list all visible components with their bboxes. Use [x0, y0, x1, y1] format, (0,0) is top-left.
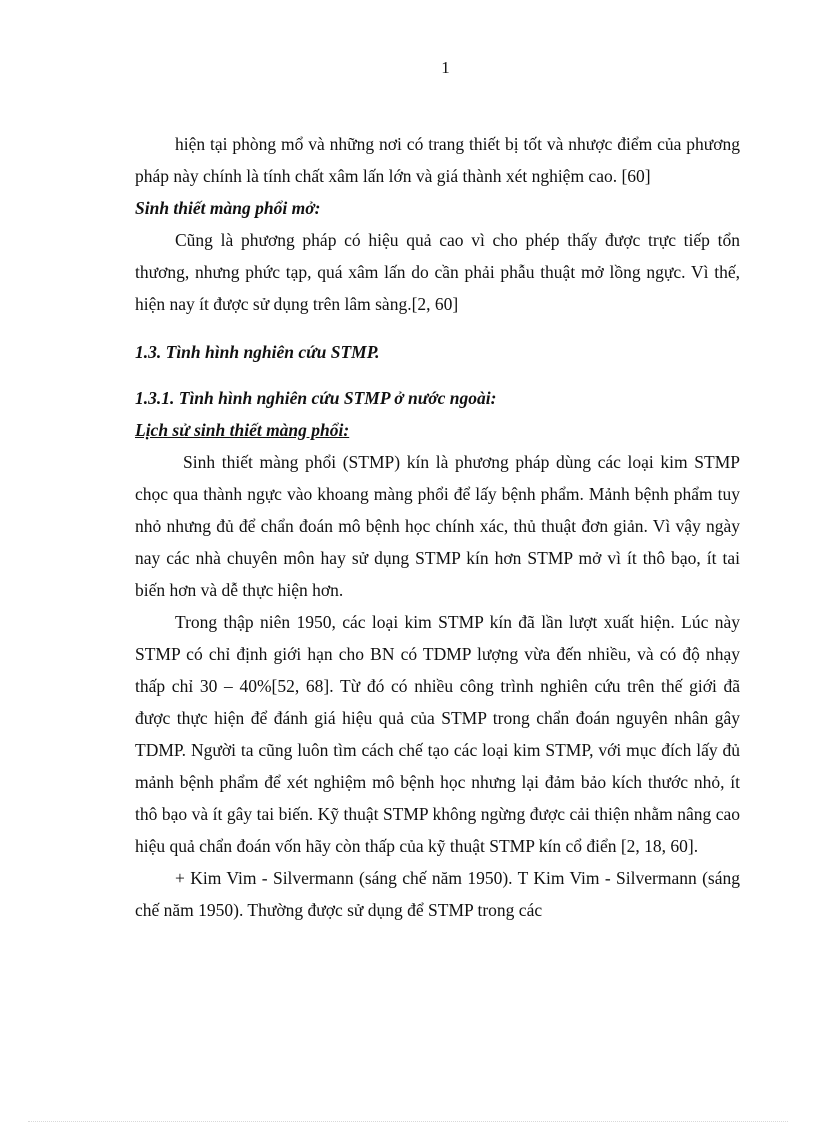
page-bottom-border: [28, 1121, 788, 1122]
paragraph-vim-silvermann: + Kim Vim - Silvermann (sáng chế năm 1950). T Kim Vim - Silvermann (sáng chế năm 1950). Thường được sử dụng để STMP trong các: [135, 868, 740, 920]
section-heading-1-3: 1.3. Tình hình nghiên cứu STMP.: [135, 342, 380, 362]
paragraph-1950s: Trong thập niên 1950, các loại kim STMP kín đã lần lượt xuất hiện. Lúc này STMP có chỉ định giới hạn cho BN có TDMP lượng vừa đến nhiều, và có độ nhạy thấp chỉ 30 – 40%[52, 68]. Từ đó có nhiều công trình nghiên cứu trên thế giới đã được thực hiện để đánh giá hiệu quả của STMP trong chẩn đoán nguyên nhân gây TDMP. Người ta cũng luôn tìm cách chế tạo các loại kim STMP, với mục đích lấy đủ mảnh bệnh phẩm để xét nghiệm mô bệnh học nhưng lại đảm bảo kích thước nhỏ, ít thô bạo và ít gây tai biến. Kỹ thuật STMP không ngừng được cải thiện nhằm nâng cao hiệu quả chẩn đoán vốn hãy còn thấp của kỹ thuật STMP kín cổ điển [2, 18, 60].: [135, 612, 740, 856]
heading-biopsy-history: Lịch sử sinh thiết màng phổi:: [135, 420, 350, 440]
page-number: 1: [441, 58, 450, 77]
section-heading-1-3-1: 1.3.1. Tình hình nghiên cứu STMP ở nước ngoài:: [135, 388, 497, 408]
paragraph-open-biopsy: Cũng là phương pháp có hiệu quả cao vì cho phép thấy được trực tiếp tổn thương, nhưng phức tạp, quá xâm lấn do cần phải phẫu thuật mở lồng ngực. Vì thế, hiện nay ít được sử dụng trên lâm sàng.[2, 60]: [135, 230, 740, 314]
paragraph-continuation: hiện tại phòng mổ và những nơi có trang thiết bị tốt và nhược điểm của phương pháp này chính là tính chất xâm lấn lớn và giá thành xét nghiệm cao. [60]: [135, 134, 740, 186]
paragraph-closed-biopsy: Sinh thiết màng phổi (STMP) kín là phương pháp dùng các loại kim STMP chọc qua thành ngực vào khoang màng phổi để lấy bệnh phẩm. Mảnh bệnh phẩm tuy nhỏ nhưng đủ để chẩn đoán mô bệnh học chính xác, thủ thuật đơn giản. Vì vậy ngày nay các nhà chuyên môn hay sử dụng STMP kín hơn STMP mở vì ít thô bạo, ít tai biến hơn và dễ thực hiện hơn.: [135, 452, 740, 600]
heading-open-biopsy: Sinh thiết màng phổi mở:: [135, 198, 321, 218]
document-body: [135, 128, 740, 926]
